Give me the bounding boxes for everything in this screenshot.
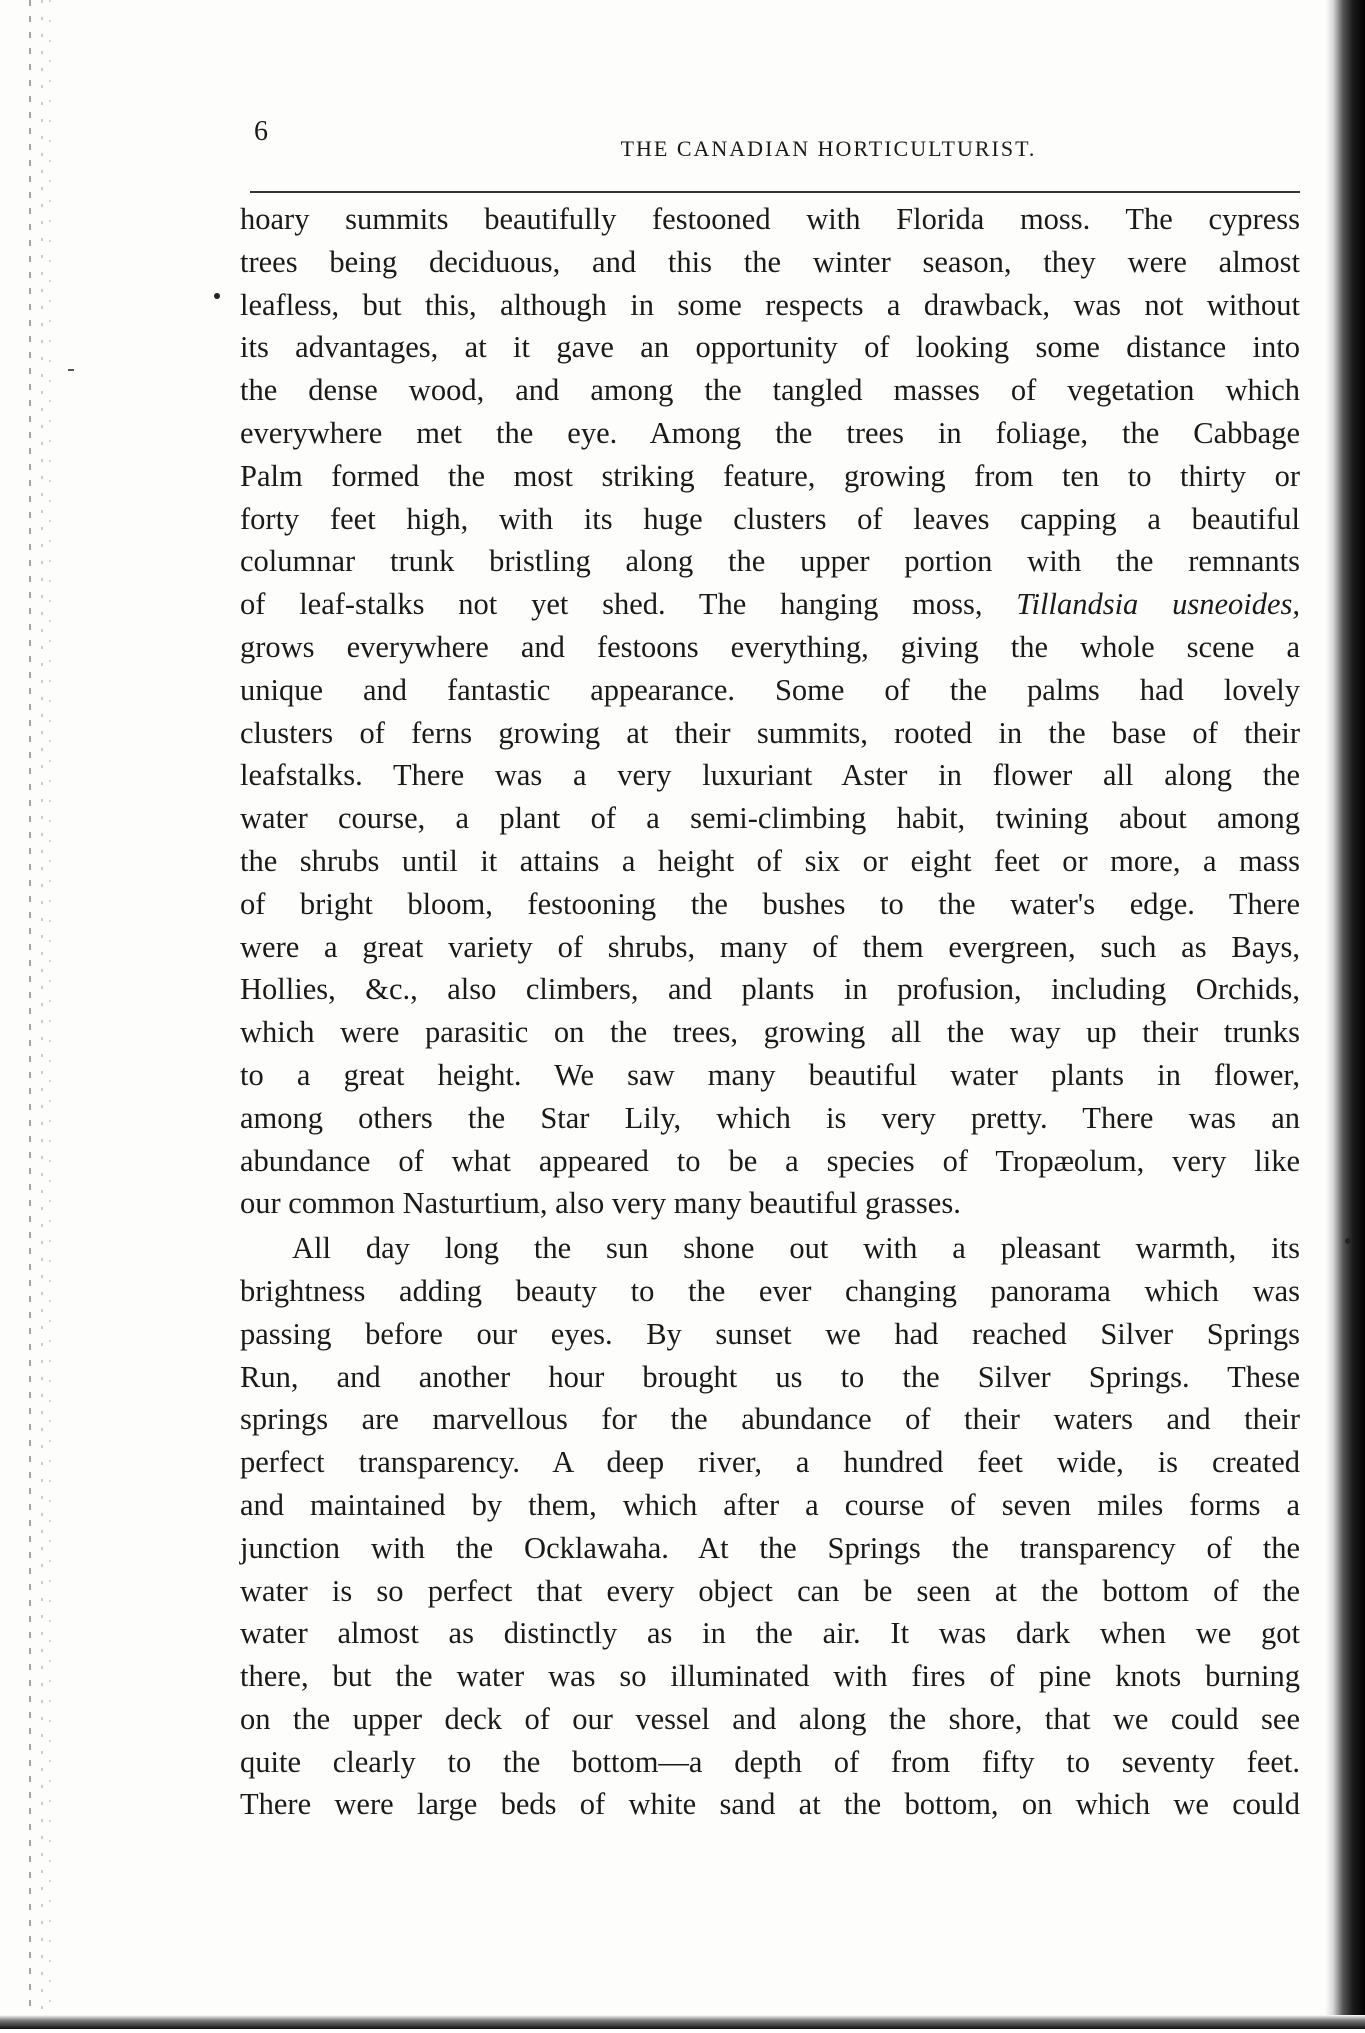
text-line: brightness adding beauty to the ever changing panorama which was xyxy=(240,1273,1300,1308)
text-line: which were parasitic on the trees, growing all the way up their trunks xyxy=(240,1015,1300,1050)
running-header xyxy=(252,116,1305,160)
header-rule xyxy=(250,191,1300,193)
text-line: Hollies, &c., also climbers, and plants in profusion, including Orchids, xyxy=(240,972,1300,1007)
text-line: on the upper deck of our vessel and along the shore, that we could see xyxy=(240,1701,1300,1736)
text-line: grows everywhere and festoons everything, giving the whole scene a xyxy=(240,629,1300,664)
text-line: our common Nasturtium, also very many beautiful grasses. xyxy=(240,1186,961,1221)
text-line: Run, and another hour brought us to the Silver Springs. These xyxy=(240,1359,1300,1394)
text-line: were a great variety of shrubs, many of them evergreen, such as Bays, xyxy=(240,929,1300,964)
body-text xyxy=(240,198,1300,1826)
text-line: of bright bloom, festooning the bushes to the water's edge. There xyxy=(240,886,1300,921)
text-line: everywhere met the eye. Among the trees in foliage, the Cabbage xyxy=(240,415,1300,450)
text-line: Palm formed the most striking feature, growing from ten to thirty or xyxy=(240,458,1300,493)
text-line: springs are marvellous for the abundance of their waters and their xyxy=(240,1402,1300,1437)
text-line: hoary summits beautifully festooned with Florida moss. The cypress xyxy=(240,202,1300,236)
text-line: leafless, but this, although in some respects a drawback, was not without xyxy=(240,287,1300,322)
text-line: there, but the water was so illuminated with fires of pine knots burning xyxy=(240,1659,1300,1694)
paragraph-2 xyxy=(240,1227,1300,1826)
text-line: trees being deciduous, and this the winter season, they were almost xyxy=(240,244,1300,279)
text-line: clusters of ferns growing at their summits, rooted in the base of their xyxy=(240,715,1300,750)
text-line: abundance of what appeared to be a species of Tropæolum, very like xyxy=(240,1143,1300,1178)
text-line: quite clearly to the bottom—a depth of from fifty to seventy feet. xyxy=(240,1744,1300,1779)
text-line: There were large beds of white sand at the bottom, on which we could xyxy=(240,1787,1300,1822)
text-line: water is so perfect that every object can be seen at the bottom of the xyxy=(240,1573,1300,1608)
bottom-scan-edge xyxy=(0,2015,1365,2029)
text-line: to a great height. We saw many beautiful water plants in flower, xyxy=(240,1057,1300,1092)
text-line: columnar trunk bristling along the upper portion with the remnants xyxy=(240,544,1300,579)
text-line: All day long the sun shone out with a pleasant warmth, its xyxy=(292,1231,1300,1266)
text-line: and maintained by them, which after a course of seven miles forms a xyxy=(240,1487,1300,1522)
text-line: water course, a plant of a semi-climbing habit, twining about among xyxy=(240,801,1300,836)
text-line: leafstalks. There was a very luxuriant Aster in flower all along the xyxy=(240,758,1300,793)
scan-marks-graphic xyxy=(20,0,80,2029)
text-line: its advantages, at it gave an opportunity of looking some distance into xyxy=(240,330,1300,365)
text-line: junction with the Ocklawaha. At the Springs the transparency of the xyxy=(240,1530,1300,1565)
running-title: THE CANADIAN HORTICULTURIST. xyxy=(620,136,1037,161)
text-line: perfect transparency. A deep river, a hundred feet wide, is created xyxy=(240,1445,1300,1480)
text-line: among others the Star Lily, which is very pretty. There was an xyxy=(240,1100,1300,1135)
paragraph-1 xyxy=(240,198,1300,1225)
margin-speck xyxy=(1345,1238,1351,1244)
text-line: passing before our eyes. By sunset we had reached Silver Springs xyxy=(240,1316,1300,1351)
text-segment: of leaf-stalks not yet shed. The hanging moss, xyxy=(240,587,983,622)
page-number: 6 xyxy=(254,116,268,147)
margin-speck xyxy=(214,293,220,299)
text-line: the dense wood, and among the tangled masses of vegetation which xyxy=(240,373,1300,408)
text-line-with-italic xyxy=(240,583,1300,626)
text-line: water almost as distinctly as in the air. It was dark when we got xyxy=(240,1616,1300,1651)
left-margin-scan-marks xyxy=(20,0,80,2029)
text-line: forty feet high, with its huge clusters of leaves capping a beautiful xyxy=(240,501,1300,536)
botanical-name: Tillandsia usneoides, xyxy=(1016,587,1301,622)
text-line: the shrubs until it attains a height of six or eight feet or more, a mass xyxy=(240,843,1300,878)
text-line: unique and fantastic appearance. Some of the palms had lovely xyxy=(240,672,1300,707)
right-binding-edge xyxy=(1325,0,1365,2029)
